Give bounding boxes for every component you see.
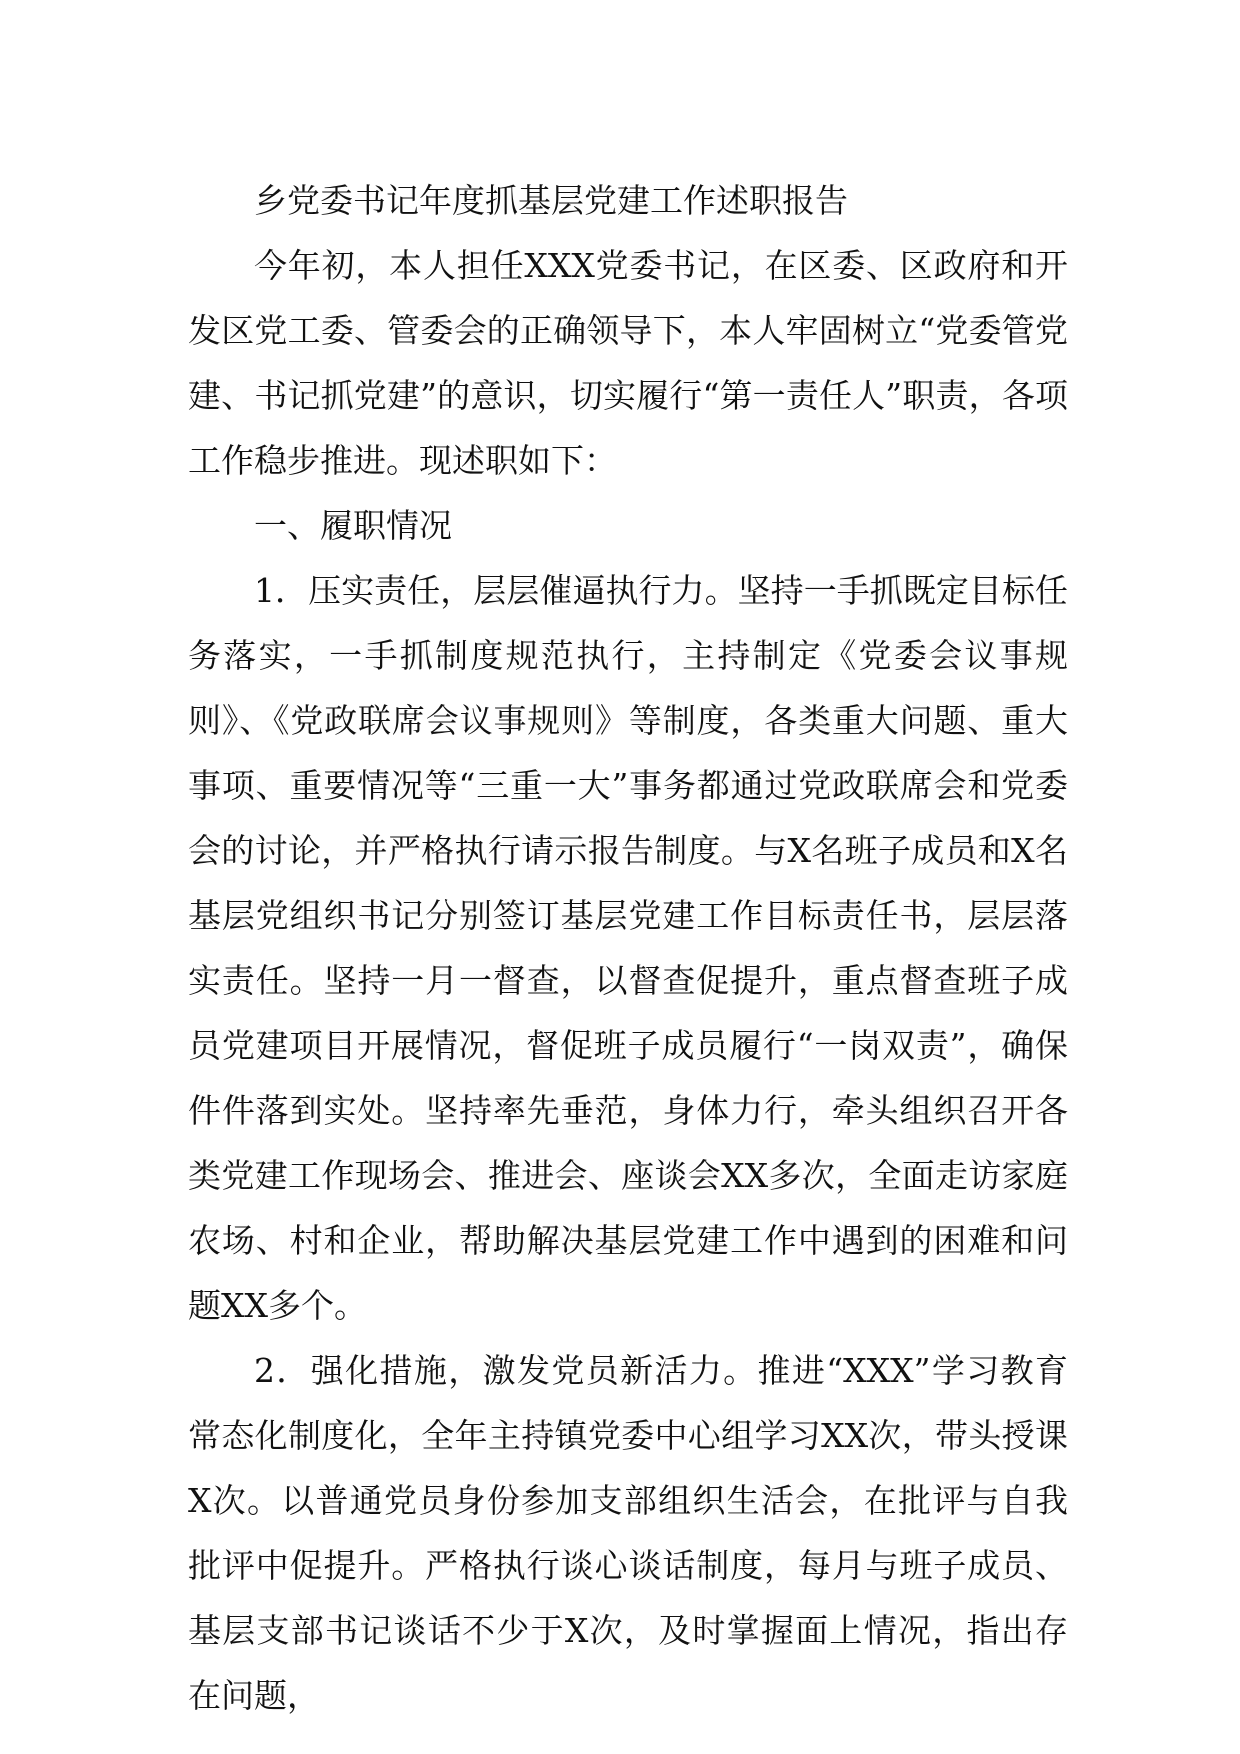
paragraph-item-1: 1．压实责任，层层催逼执行力。坚持一手抓既定目标任务落实，一手抓制度规范执行，主持制定《党委会议事规则》、《党政联席会议事规则》等制度，各类重大问题、重大事项、重要情况等“三重一大”事务都通过党政联席会和党委会的讨论，并严格执行请示报告制度。与X名班子成员和X名基层党组织书记分别签订基层党建工作目标责任书，层层落实责任。坚持一月一督查，以督查促提升，重点督查班子成员党建项目开展情况，督促班子成员履行“一岗双责”，确保件件落到实处。坚持率先垂范，身体力行，牵头组织召开各类党建工作现场会、推进会、座谈会XX多次，全面走访家庭农场、村和企业，帮助解决基层党建工作中遇到的困难和问题XX多个。	[188, 571, 1068, 1325]
section-heading: 一、履职情况	[254, 506, 452, 545]
paragraph-intro: 今年初，本人担任XXX党委书记，在区委、区政府和开发区党工委、管委会的正确领导下，本人牢固树立“党委管党建、书记抓党建”的意识，切实履行“第一责任人”职责，各项工作稳步推进。现述职如下：	[188, 246, 1068, 480]
document-title: 乡党委书记年度抓基层党建工作述职报告	[254, 181, 848, 220]
paragraph-item-2: 2．强化措施，激发党员新活力。推进“XXX”学习教育常态化制度化，全年主持镇党委中心组学习XX次，带头授课X次。以普通党员身份参加支部组织生活会，在批评与自我批评中促提升。严格执行谈心谈话制度，每月与班子成员、基层支部书记谈话不少于X次，及时掌握面上情况，指出存在问题，	[188, 1351, 1068, 1715]
document-body	[188, 168, 1068, 1728]
